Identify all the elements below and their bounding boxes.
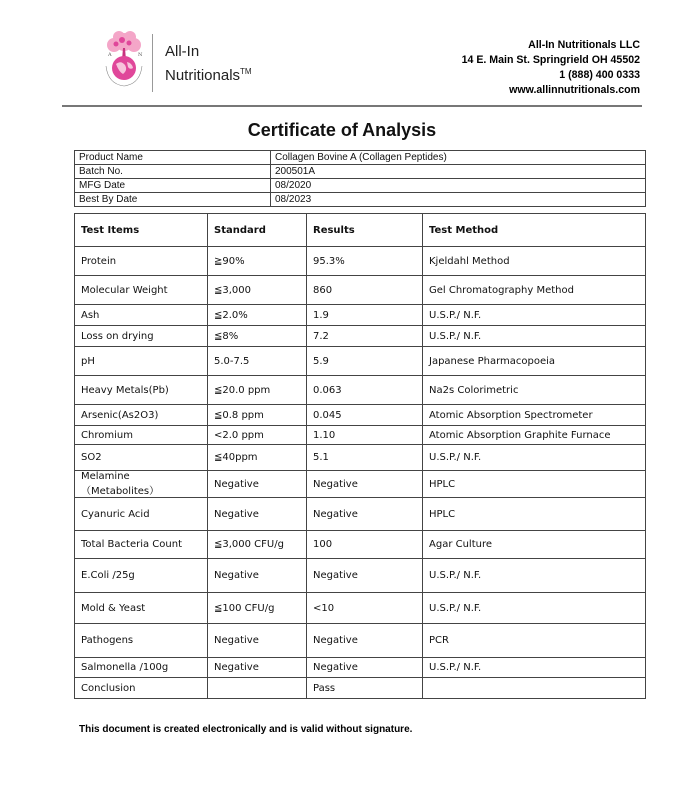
cell-test-method xyxy=(423,678,646,699)
cell-test-item: Molecular Weight xyxy=(75,276,208,305)
cell-result: Negative xyxy=(307,498,423,531)
cell-test-item: Heavy Metals(Pb) xyxy=(75,376,208,405)
col-header-results: Results xyxy=(307,214,423,247)
cell-test-method: U.S.P./ N.F. xyxy=(423,658,646,678)
brand-line1: All-In xyxy=(165,43,200,60)
cell-standard: ≦3,000 CFU/g xyxy=(208,531,307,559)
cell-standard: ≦100 CFU/g xyxy=(208,593,307,624)
cell-test-item: Total Bacteria Count xyxy=(75,531,208,559)
table-row xyxy=(75,405,646,426)
cell-standard: Negative xyxy=(208,658,307,678)
cell-result: 0.063 xyxy=(307,376,423,405)
cell-result: 5.9 xyxy=(307,347,423,376)
cell-standard: Negative xyxy=(208,471,307,498)
table-row xyxy=(75,376,646,405)
cell-test-method: U.S.P./ N.F. xyxy=(423,593,646,624)
cell-standard: ≦0.8 ppm xyxy=(208,405,307,426)
page-title: Certificate of Analysis xyxy=(247,120,437,140)
cell-test-method: Na2s Colorimetric xyxy=(423,376,646,405)
cell-result: 1.9 xyxy=(307,305,423,326)
company-phone: 1 (888) 400 0333 xyxy=(559,69,640,81)
cell-standard: ≦20.0 ppm xyxy=(208,376,307,405)
company-website: www.allinnutritionals.com xyxy=(509,84,640,96)
cell-standard: ≦2.0% xyxy=(208,305,307,326)
table-row xyxy=(75,531,646,559)
company-block xyxy=(462,38,640,98)
cell-result: 95.3% xyxy=(307,247,423,276)
cell-standard: ≧90% xyxy=(208,247,307,276)
info-value: Collagen Bovine A (Collagen Peptides) xyxy=(271,151,646,165)
cell-test-method: U.S.P./ N.F. xyxy=(423,305,646,326)
cell-test-item: Mold & Yeast xyxy=(75,593,208,624)
cell-result: 860 xyxy=(307,276,423,305)
brand-divider xyxy=(152,34,153,92)
cell-test-item: Ash xyxy=(75,305,208,326)
info-row xyxy=(75,179,646,193)
info-row xyxy=(75,193,646,207)
test-results-table xyxy=(74,213,646,699)
company-logo-icon xyxy=(94,26,154,94)
cell-standard: <2.0 ppm xyxy=(208,426,307,445)
cell-test-item: Arsenic(As2O3) xyxy=(75,405,208,426)
info-value: 08/2023 xyxy=(271,193,646,207)
cell-standard: Negative xyxy=(208,624,307,658)
table-row xyxy=(75,247,646,276)
table-header-row xyxy=(75,214,646,247)
cell-result: 5.1 xyxy=(307,445,423,471)
cell-result: Negative xyxy=(307,624,423,658)
header-rule xyxy=(62,105,642,107)
brand-line2: Nutritionals xyxy=(165,67,241,84)
info-value: 200501A xyxy=(271,165,646,179)
cell-test-method: Gel Chromatography Method xyxy=(423,276,646,305)
cell-test-method: HPLC xyxy=(423,498,646,531)
cell-standard: Negative xyxy=(208,498,307,531)
cell-standard xyxy=(208,678,307,699)
cell-test-item: Pathogens xyxy=(75,624,208,658)
table-row xyxy=(75,624,646,658)
cell-result: 100 xyxy=(307,531,423,559)
cell-test-method: HPLC xyxy=(423,471,646,498)
info-label: Batch No. xyxy=(75,165,271,179)
company-name: All-In Nutritionals LLC xyxy=(528,39,640,51)
table-row xyxy=(75,498,646,531)
cell-test-item: Loss on drying xyxy=(75,326,208,347)
cell-test-method: Agar Culture xyxy=(423,531,646,559)
cell-result: <10 xyxy=(307,593,423,624)
cell-standard: ≦3,000 xyxy=(208,276,307,305)
svg-text:A: A xyxy=(108,52,112,58)
table-row xyxy=(75,426,646,445)
cell-result: 1.10 xyxy=(307,426,423,445)
table-row xyxy=(75,678,646,699)
cell-test-method: Kjeldahl Method xyxy=(423,247,646,276)
cell-test-method: Atomic Absorption Spectrometer xyxy=(423,405,646,426)
table-row xyxy=(75,658,646,678)
cell-standard: ≦40ppm xyxy=(208,445,307,471)
col-header-test-items: Test Items xyxy=(75,214,208,247)
cell-test-item: Protein xyxy=(75,247,208,276)
cell-test-item: Salmonella /100g xyxy=(75,658,208,678)
info-label: Product Name xyxy=(75,151,271,165)
info-label: MFG Date xyxy=(75,179,271,193)
info-value: 08/2020 xyxy=(271,179,646,193)
cell-result: Negative xyxy=(307,658,423,678)
cell-standard: ≦8% xyxy=(208,326,307,347)
trademark-mark: TM xyxy=(240,67,252,76)
col-header-test-method: Test Method xyxy=(423,214,646,247)
cell-test-item: Cyanuric Acid xyxy=(75,498,208,531)
cell-result: 7.2 xyxy=(307,326,423,347)
cell-test-item: E.Coli /25g xyxy=(75,559,208,593)
info-label: Best By Date xyxy=(75,193,271,207)
info-row xyxy=(75,165,646,179)
cell-test-method: Japanese Pharmacopoeia xyxy=(423,347,646,376)
table-row xyxy=(75,445,646,471)
table-row xyxy=(75,326,646,347)
table-row xyxy=(75,276,646,305)
product-info-table xyxy=(74,150,646,207)
col-header-standard: Standard xyxy=(208,214,307,247)
cell-test-item: Conclusion xyxy=(75,678,208,699)
company-address: 14 E. Main St. Springrield OH 45502 xyxy=(461,54,640,66)
table-row xyxy=(75,347,646,376)
cell-test-item: Melamine（Metabolites） xyxy=(75,471,208,498)
cell-test-method: U.S.P./ N.F. xyxy=(423,559,646,593)
info-row xyxy=(75,151,646,165)
cell-test-item: pH xyxy=(75,347,208,376)
cell-standard: 5.0-7.5 xyxy=(208,347,307,376)
cell-result: Negative xyxy=(307,559,423,593)
table-row xyxy=(75,559,646,593)
cell-standard: Negative xyxy=(208,559,307,593)
cell-test-method: U.S.P./ N.F. xyxy=(423,326,646,347)
cell-test-method: U.S.P./ N.F. xyxy=(423,445,646,471)
footer-note: This document is created electronically and is valid without signature. xyxy=(79,724,413,735)
cell-test-item: SO2 xyxy=(75,445,208,471)
cell-result: Negative xyxy=(307,471,423,498)
table-row xyxy=(75,471,646,498)
svg-text:N: N xyxy=(138,52,143,58)
cell-result: Pass xyxy=(307,678,423,699)
cell-test-method: Atomic Absorption Graphite Furnace xyxy=(423,426,646,445)
brand-name xyxy=(165,42,252,86)
cell-test-method: PCR xyxy=(423,624,646,658)
table-row xyxy=(75,305,646,326)
cell-test-item: Chromium xyxy=(75,426,208,445)
table-row xyxy=(75,593,646,624)
cell-result: 0.045 xyxy=(307,405,423,426)
